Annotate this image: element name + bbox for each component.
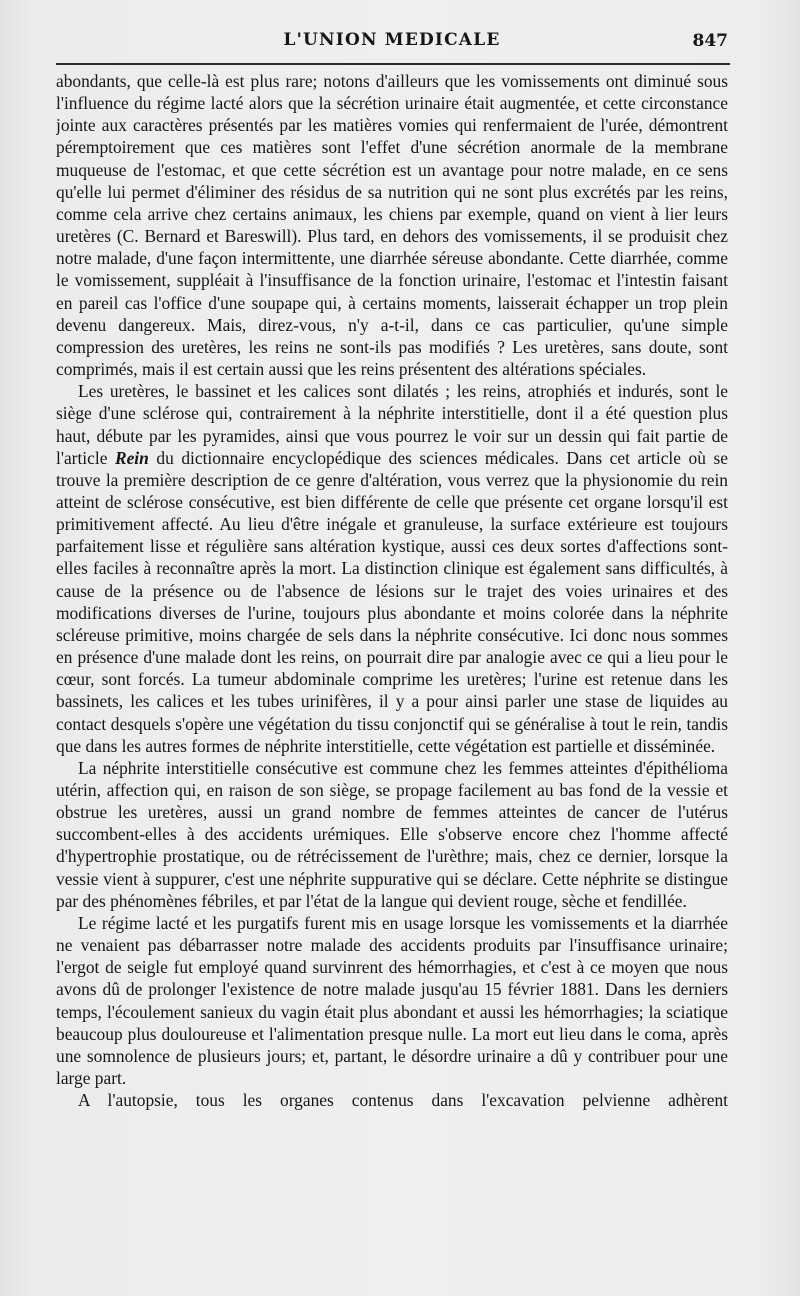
journal-title: L'UNION MEDICALE (283, 30, 501, 50)
paragraph-kidney-lesions: Les uretères, le bassinet et les calices sont dilatés ; les reins, atrophiés et indurés, sont le siège d'une sclérose qui, contrairement à la néphrite interstitielle, dont il a été question plus haut, débute par les pyramides, ainsi que vous pourrez le voir sur un dessin qui fait partie de l'article Rein du dictionnaire encyclopédique des sciences médicales. Dans cet article où se trouve la première description de ce genre d'altération, vous verrez que la physionomie du rein atteint de sclérose consécutive, est bien différente de celle que présente cet organe lorsqu'il est primitivement affecté. Au lieu d'être inégale et granuleuse, la surface extérieure est toujours parfaitement lisse et régulière sans altération kystique, aussi ces deux sortes d'affections sont-elles faciles à reconnaître après la mort. La distinction clinique est également sans difficultés, à cause de la présence ou de l'absence de lésions sur le trajet des voies urinaires et des modifications diverses de l'urine, toujours plus abondante et moins colorée dans la néphrite scléreuse primitive, moins chargée de sels dans la néphrite consécutive. Ici donc nous sommes en présence d'une malade dont les reins, on pourrait dire par analogie avec ce qui a lieu pour le cœur, sont forcés. La tumeur abdominale comprime les uretères; l'urine est retenue dans les bassinets, les calices et les tubes urinifères, il y a pour ainsi parler une stase de liquides au contact desquels s'opère une végétation du tissu conjonctif qui se généralise à tout le rein, tandis que dans les autres formes de néphrite interstitielle, cette végétation est partielle et disséminée. (56, 381, 728, 756)
running-head (56, 30, 728, 56)
paragraph-continued: abondants, que celle-là est plus rare; notons d'ailleurs que les vomissements ont diminué sous l'influence du régime lacté alors que la sécrétion urinaire était augmentée, et cette circonstance jointe aux caractères présentés par les matières vomies qui renfermaient de l'urée, démontrent péremptoirement que ces matières sont l'effet d'une sécrétion anormale de la membrane muqueuse de l'estomac, et que cette sécrétion est un avantage pour notre malade, en ce sens qu'elle lui permet d'éliminer des résidus de sa nutrition qui ne sont plus excrétés par les reins, comme cela arrive chez certains animaux, les chiens par exemple, quand on vient à lier leurs uretères (C. Bernard et Bareswill). Plus tard, en dehors des vomissements, il se produisit chez notre malade, d'une façon intermittente, une diarrhée séreuse abondante. Cette diarrhée, comme le vomissement, suppléait à l'insuffisance de la fonction urinaire, l'estomac et l'intestin faisant en pareil cas l'office d'une soupape qui, à certains moments, laisserait échapper un trop plein devenu dangereux. Mais, direz-vous, n'y a-t-il, dans ce cas particulier, qu'une simple compression des uretères, les reins ne sont-ils pas modifiés ? Les uretères, sans doute, sont comprimés, mais il est certain aussi que les reins présentent des altérations spéciales. (56, 71, 728, 380)
article-body (56, 70, 728, 1288)
page-number: 847 (692, 31, 728, 51)
article-title-rein: Rein (114, 447, 149, 468)
paragraph-interstitial-nephritis: La néphrite interstitielle consécutive est commune chez les femmes atteintes d'épithélioma utérin, affection qui, en raison de son siège, se propage facilement au bas fond de la vessie et obstrue les uretères, aussi un grand nombre de femmes atteintes de cancer de l'utérus succombent-elles à des accidents urémiques. Elle s'observe encore chez l'homme affecté d'hypertrophie prostatique, ou de rétrécissement de l'urèthre; mais, chez ce dernier, lorsque la vessie vient à suppurer, c'est une néphrite suppurative qui se déclare. Cette néphrite se distingue par des phénomènes fébriles, et par l'état de la langue qui devient rouge, sèche et fendillée. (56, 757, 728, 911)
paragraph-autopsy: A l'autopsie, tous les organes contenus dans l'excavation pelvienne adhèrent (78, 1090, 728, 1111)
paragraph-treatment: Le régime lacté et les purgatifs furent mis en usage lorsque les vomissements et la diarrhée ne venaient pas débarrasser notre malade des accidents produits par l'insuffisance urinaire; l'ergot de seigle fut employé quand survinrent des hémorrhagies, et c'est à ce moyen que nous avons dû de prolonger l'existence de notre malade jusqu'au 15 février 1881. Dans les derniers temps, l'écoulement sanieux du vagin était plus abondant et aussi les hémorrhagies; la sciatique beaucoup plus douloureuse et l'alimentation presque nulle. La mort eut lieu dans le coma, après une somnolence de plusieurs jours; et, partant, le désordre urinaire a dû y contribuer pour une large part. (56, 912, 728, 1089)
header-rule (56, 63, 730, 65)
